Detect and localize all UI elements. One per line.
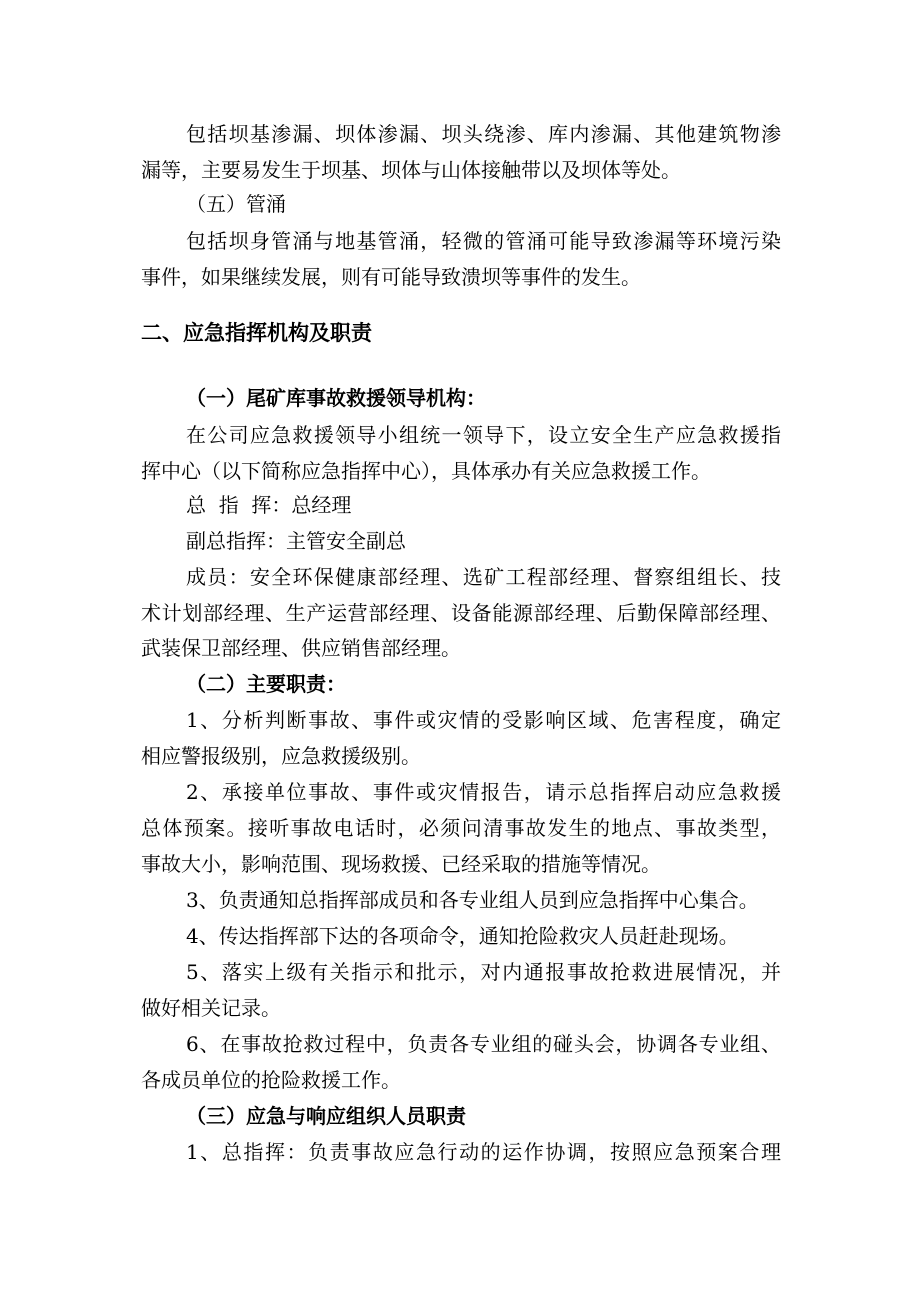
section-heading: 二、应急指挥机构及职责 (141, 321, 372, 345)
paragraph-line: 3、负责通知总指挥部成员和各专业组人员到应急指挥中心集合。 (186, 888, 759, 912)
paragraph-line: 5、落实上级有关指示和批示，对内通报事故抢救进展情况，并 (186, 960, 781, 984)
paragraph-line: 6、在事故抢救过程中，负责各专业组的碰头会，协调各专业组、 (186, 1032, 781, 1056)
paragraph-line: 包括坝身管涌与地基管涌，轻微的管涌可能导致渗漏等环境污染 (186, 229, 781, 253)
paragraph-line: 挥中心（以下简称应急指挥中心），具体承办有关应急救援工作。 (141, 459, 711, 483)
paragraph-line: 相应警报级别，应急救援级别。 (141, 744, 421, 768)
subsection-heading: （二）主要职责： (186, 672, 346, 696)
paragraph-line: 4、传达指挥部下达的各项命令，通知抢险救灾人员赶赴现场。 (186, 924, 739, 948)
paragraph-line: 副总指挥：主管安全副总 (186, 529, 406, 553)
paragraph-line: 术计划部经理、生产运营部经理、设备能源部经理、后勤保障部经理、 (141, 601, 781, 625)
paragraph-line: 漏等，主要易发生于坝基、坝体与山体接触带以及坝体等处。 (141, 158, 681, 182)
paragraph-line: 1、总指挥：负责事故应急行动的运作协调，按照应急预案合理 (186, 1140, 781, 1164)
paragraph-line: 各成员单位的抢险救援工作。 (141, 1068, 401, 1092)
paragraph-line: 2、承接单位事故、事件或灾情报告，请示总指挥启动应急救援 (186, 780, 781, 804)
paragraph-line: 在公司应急救援领导小组统一领导下，设立安全生产应急救援指 (186, 423, 781, 447)
paragraph-line: 成员：安全环保健康部经理、选矿工程部经理、督察组组长、技 (186, 565, 781, 589)
paragraph-line: 总体预案。接听事故电话时，必须问清事故发生的地点、事故类型， (141, 816, 781, 840)
paragraph-line: 总 指 挥：总经理 (186, 493, 352, 517)
paragraph-line: 包括坝基渗漏、坝体渗漏、坝头绕渗、库内渗漏、其他建筑物渗 (186, 122, 781, 146)
paragraph-line: 做好相关记录。 (141, 996, 281, 1020)
paragraph-line: 事故大小，影响范围、现场救援、已经采取的措施等情况。 (141, 852, 661, 876)
subheading: （五）管涌 (186, 192, 286, 216)
paragraph-line: 事件，如果继续发展，则有可能导致溃坝等事件的发生。 (141, 265, 641, 289)
paragraph-line: 武装保卫部经理、供应销售部经理。 (141, 636, 461, 660)
subsection-heading: （一）尾矿库事故救援领导机构： (186, 386, 486, 410)
paragraph-line: 1、分析判断事故、事件或灾情的受影响区域、危害程度，确定 (186, 708, 781, 732)
subsection-heading: （三）应急与响应组织人员职责 (186, 1104, 466, 1128)
